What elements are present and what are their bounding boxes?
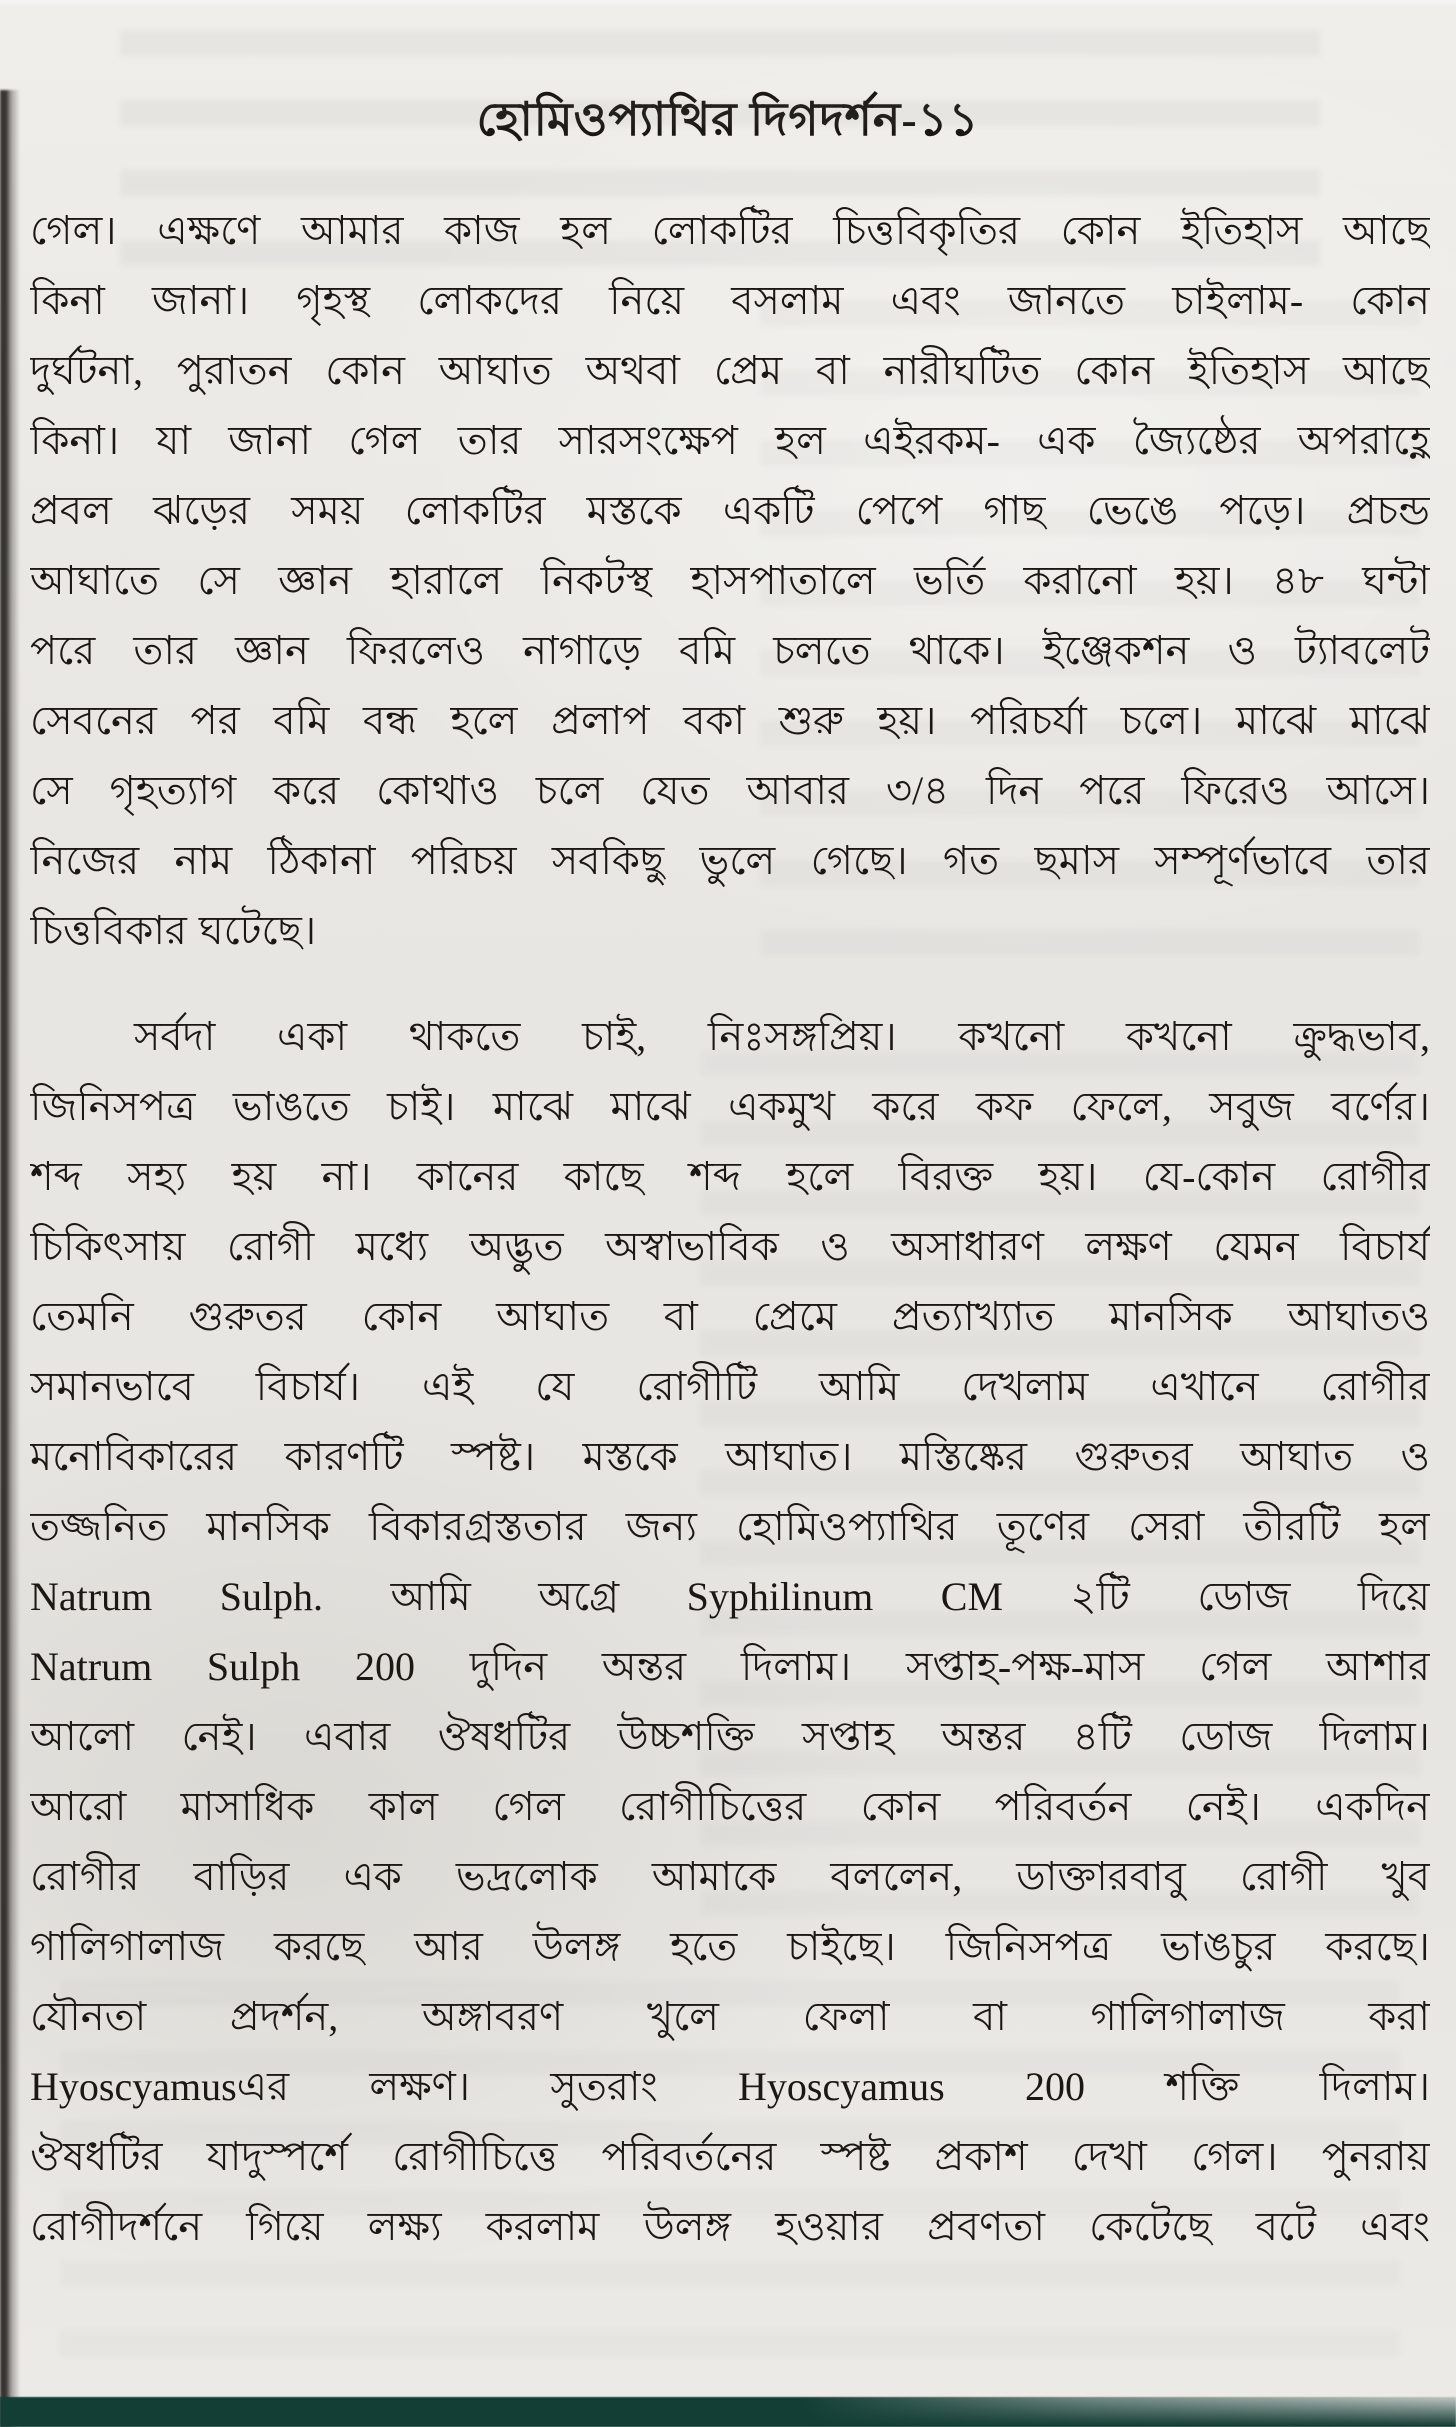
- text-line: সে গৃহত্যাগ করে কোথাও চলে যেত আবার ৩/৪ দিন পরে ফিরেও আসে।: [30, 768, 1430, 813]
- text-line: পরে তার জ্ঞান ফিরলেও নাগাড়ে বমি চলতে থাকে। ইঞ্জেকশন ও ট্যাবলেট: [30, 628, 1430, 673]
- text-line: Hyoscyamusএর লক্ষণ। সুতরাং Hyoscyamus 200 শক্তি দিলাম।: [30, 2064, 1430, 2109]
- text-line: শব্দ সহ্য হয় না। কানের কাছে শব্দ হলে বিরক্ত হয়। যে-কোন রোগীর: [30, 1154, 1430, 1199]
- text-line: জিনিসপত্র ভাঙতে চাই। মাঝে মাঝে একমুখ করে কফ ফেলে, সবুজ বর্ণের।: [30, 1084, 1430, 1129]
- text-line: যৌনতা প্রদর্শন, অঙ্গাবরণ খুলে ফেলা বা গালিগালাজ করা: [30, 1994, 1430, 2039]
- text-line: চিত্তবিকার ঘটেছে।: [30, 908, 317, 953]
- text-line: গেল। এক্ষণে আমার কাজ হল লোকটির চিত্তবিকৃতির কোন ইতিহাস আছে: [30, 208, 1430, 253]
- body-text: [30, 196, 1430, 2262]
- text-line: আঘাতে সে জ্ঞান হারালে নিকটস্থ হাসপাতালে ভর্তি করানো হয়। ৪৮ ঘন্টা: [30, 558, 1430, 603]
- text-line: মনোবিকারের কারণটি স্পষ্ট। মস্তকে আঘাত। মস্তিষ্কের গুরুতর আঘাত ও: [30, 1434, 1430, 1479]
- paragraph-1: [30, 196, 1430, 966]
- text-line: তজ্জনিত মানসিক বিকারগ্রস্ততার জন্য হোমিওপ্যাথির তূণের সেরা তীরটি হল: [30, 1504, 1430, 1549]
- text-line: আরো মাসাধিক কাল গেল রোগীচিত্তের কোন পরিবর্তন নেই। একদিন: [30, 1784, 1430, 1829]
- text-line: সর্বদা একা থাকতে চাই, নিঃসঙ্গপ্রিয়। কখনো কখনো ক্রুদ্ধভাব,: [134, 1014, 1430, 1059]
- text-line: কিনা। যা জানা গেল তার সারসংক্ষেপ হল এইরকম- এক জ্যৈষ্ঠের অপরাহ্ণে: [30, 418, 1430, 463]
- text-line: নিজের নাম ঠিকানা পরিচয় সবকিছু ভুলে গেছে। গত ছমাস সম্পূর্ণভাবে তার: [30, 838, 1430, 883]
- page-title: হোমিওপ্যাথির দিগদর্শন-১১: [476, 94, 980, 145]
- text-line: গালিগালাজ করছে আর উলঙ্গ হতে চাইছে। জিনিসপত্র ভাঙচুর করছে।: [30, 1924, 1430, 1969]
- text-line: প্রবল ঝড়ের সময় লোকটির মস্তকে একটি পেপে গাছ ভেঙে পড়ে। প্রচন্ড: [30, 488, 1430, 533]
- text-line: Natrum Sulph 200 দুদিন অন্তর দিলাম। সপ্তাহ-পক্ষ-মাস গেল আশার: [30, 1644, 1430, 1689]
- text-line: সমানভাবে বিচার্য। এই যে রোগীটি আমি দেখলাম এখানে রোগীর: [30, 1364, 1430, 1409]
- text-line: আলো নেই। এবার ঔষধটির উচ্চশক্তি সপ্তাহ অন্তর ৪টি ডোজ দিলাম।: [30, 1714, 1430, 1759]
- book-spine-shadow: [0, 90, 20, 2427]
- text-line: দুর্ঘটনা, পুরাতন কোন আঘাত অথবা প্রেম বা নারীঘটিত কোন ইতিহাস আছে: [30, 348, 1430, 393]
- paragraph-2: [30, 1002, 1430, 2262]
- text-line: কিনা জানা। গৃহস্থ লোকদের নিয়ে বসলাম এবং জানতে চাইলাম- কোন: [30, 278, 1430, 323]
- text-line: ঔষধটির যাদুস্পর্শে রোগীচিত্তে পরিবর্তনের স্পষ্ট প্রকাশ দেখা গেল। পুনরায়: [30, 2134, 1430, 2179]
- text-line: রোগীদর্শনে গিয়ে লক্ষ্য করলাম উলঙ্গ হওয়ার প্রবণতা কেটেছে বটে এবং: [30, 2204, 1430, 2249]
- text-line: সেবনের পর বমি বন্ধ হলে প্রলাপ বকা শুরু হয়। পরিচর্যা চলে। মাঝে মাঝে: [30, 698, 1430, 743]
- text-line: তেমনি গুরুতর কোন আঘাত বা প্রেমে প্রত্যাখ্যাত মানসিক আঘাতও: [30, 1294, 1430, 1339]
- text-line: চিকিৎসায় রোগী মধ্যে অদ্ভুত অস্বাভাবিক ও অসাধারণ লক্ষণ যেমন বিচার্য: [30, 1224, 1430, 1269]
- scan-edge-bottom-green: [0, 2397, 1456, 2427]
- text-line: Natrum Sulph. আমি অগ্রে Syphilinum CM ২টি ডোজ দিয়ে: [30, 1574, 1430, 1619]
- text-line: রোগীর বাড়ির এক ভদ্রলোক আমাকে বললেন, ডাক্তারবাবু রোগী খুব: [30, 1854, 1430, 1899]
